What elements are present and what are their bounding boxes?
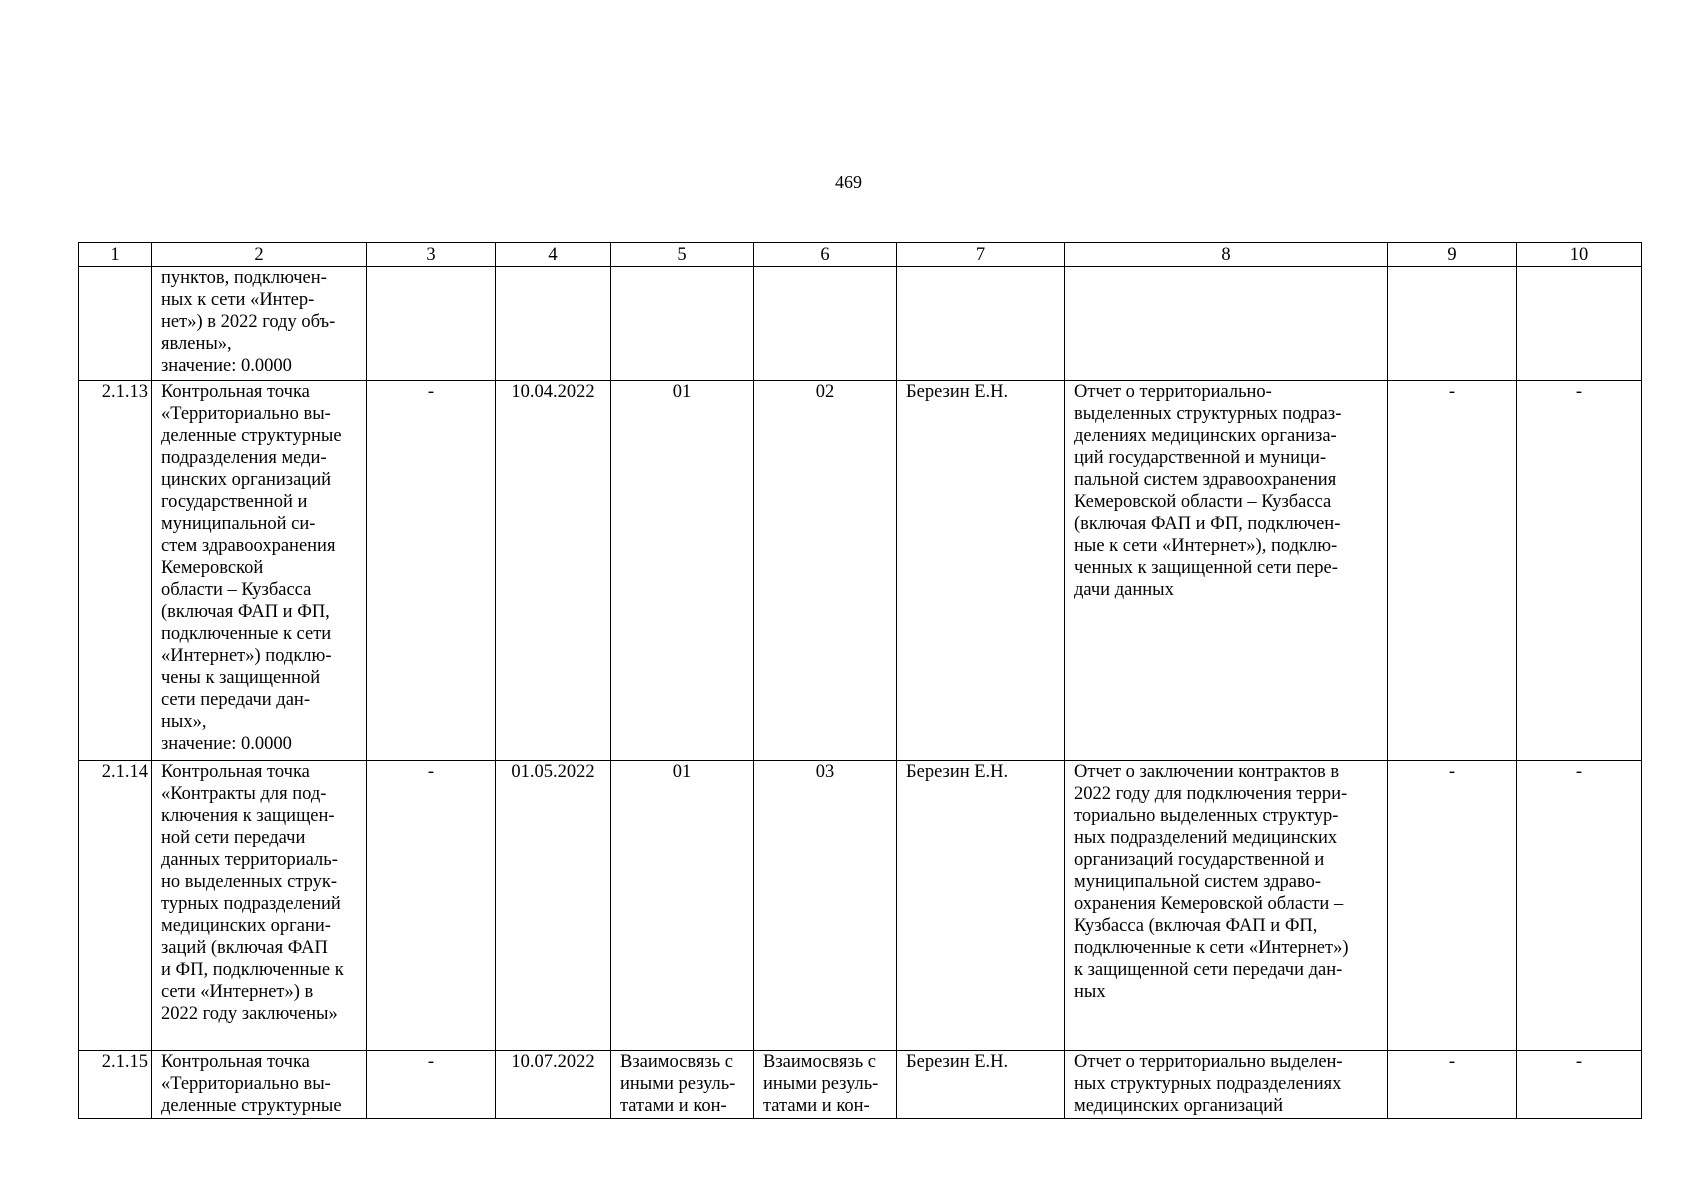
column-header: 2	[152, 243, 367, 267]
row-number	[79, 267, 152, 381]
cell-report: Отчет о территориально- выделенных структурных подраз- делениях медицинских организа- ций государственной и муници- пальной систем здравоохранения Кемеровской области – Кузбасса (включая ФАП и ФП, подключен- ные к сети «Интернет»), подклю- ченных к защищенной сети пере- дачи данных	[1065, 381, 1388, 761]
cell-responsible: Березин Е.Н.	[897, 761, 1065, 1051]
table-row	[79, 1051, 1642, 1119]
column-header: 1	[79, 243, 152, 267]
column-header: 8	[1065, 243, 1388, 267]
table-row	[79, 761, 1642, 1051]
cell-responsible	[897, 267, 1065, 381]
cell-col-5	[611, 267, 754, 381]
cell-col-6	[754, 267, 897, 381]
cell-date: 10.04.2022	[496, 381, 611, 761]
table-row	[79, 381, 1642, 761]
cell-col-9: -	[1388, 381, 1517, 761]
cell-col-10: -	[1517, 1051, 1642, 1119]
column-header: 6	[754, 243, 897, 267]
cell-report: Отчет о заключении контрактов в 2022 году для подключения терри- ториально выделенных структур- ных подразделений медицинских организаций государственной и муниципальной систем здраво- охранения Кемеровской области – Кузбасса (включая ФАП и ФП, подключенные к сети «Интернет») к защищенной сети передачи дан- ных	[1065, 761, 1388, 1051]
column-header: 7	[897, 243, 1065, 267]
cell-date: 01.05.2022	[496, 761, 611, 1051]
cell-col-3: -	[367, 381, 496, 761]
column-header: 9	[1388, 243, 1517, 267]
page-number: 469	[835, 172, 862, 192]
cell-col-3: -	[367, 1051, 496, 1119]
cell-col-5: 01	[611, 381, 754, 761]
event-name: пунктов, подключен- ных к сети «Интер- нет») в 2022 году объ- явлены», значение: 0.0000	[152, 267, 367, 381]
cell-col-6: Взаимосвязь с иными резуль- татами и кон-	[754, 1051, 897, 1119]
cell-responsible: Березин Е.Н.	[897, 381, 1065, 761]
cell-col-10	[1517, 267, 1642, 381]
cell-date	[496, 267, 611, 381]
column-header: 10	[1517, 243, 1642, 267]
cell-col-10: -	[1517, 381, 1642, 761]
cell-col-6: 02	[754, 381, 897, 761]
cell-col-6: 03	[754, 761, 897, 1051]
cell-report: Отчет о территориально выделен- ных структурных подразделениях медицинских организаций	[1065, 1051, 1388, 1119]
event-name: Контрольная точка «Контракты для под- ключения к защищен- ной сети передачи данных территориаль- но выделенных струк- турных подразделений медицинских органи- заций (включая ФАП и ФП, подключенные к сети «Интернет») в 2022 году заключены»	[152, 761, 367, 1051]
column-header: 4	[496, 243, 611, 267]
cell-col-5: 01	[611, 761, 754, 1051]
column-header: 3	[367, 243, 496, 267]
cell-report	[1065, 267, 1388, 381]
cell-col-3: -	[367, 761, 496, 1051]
plan-table	[78, 242, 1642, 1119]
cell-col-3	[367, 267, 496, 381]
cell-col-5: Взаимосвязь с иными резуль- татами и кон-	[611, 1051, 754, 1119]
table-row	[79, 267, 1642, 381]
event-name: Контрольная точка «Территориально вы- деленные структурные подразделения меди- цинских организаций государственной и муниципальной си- стем здравоохранения Кемеровской области – Кузбасса (включая ФАП и ФП, подключенные к сети «Интернет») подклю- чены к защищенной сети передачи дан- ных», значение: 0.0000	[152, 381, 367, 761]
cell-col-9: -	[1388, 1051, 1517, 1119]
event-name: Контрольная точка «Территориально вы- деленные структурные	[152, 1051, 367, 1119]
row-number: 2.1.15	[79, 1051, 152, 1119]
row-number: 2.1.13	[79, 381, 152, 761]
cell-col-10: -	[1517, 761, 1642, 1051]
column-header: 5	[611, 243, 754, 267]
cell-col-9: -	[1388, 761, 1517, 1051]
cell-responsible: Березин Е.Н.	[897, 1051, 1065, 1119]
cell-col-9	[1388, 267, 1517, 381]
column-number-row	[79, 243, 1642, 267]
row-number: 2.1.14	[79, 761, 152, 1051]
cell-date: 10.07.2022	[496, 1051, 611, 1119]
